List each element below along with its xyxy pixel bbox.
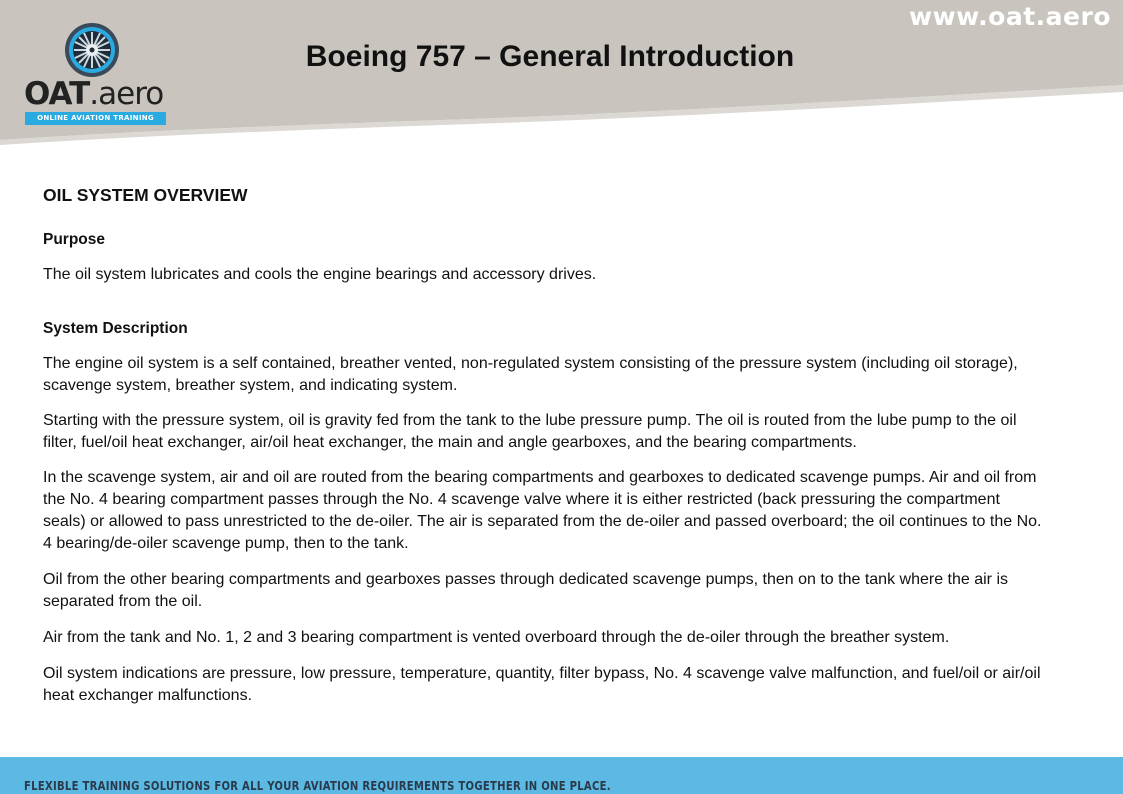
- purpose-text: The oil system lubricates and cools the engine bearings and accessory drives.: [43, 266, 597, 283]
- site-url[interactable]: www.oat.aero: [908, 2, 1111, 31]
- paragraph: Oil system indications are pressure, low pressure, temperature, quantity, filter bypass, No. 4 scavenge valve malfunction, and fuel/oil or air/oil heat exchanger malfunctions.: [43, 665, 1041, 704]
- paragraph: Oil from the other bearing compartments and gearboxes passes through dedicated scavenge pumps, then on to the tank where the air is separated from the oil.: [43, 571, 1009, 610]
- paragraph: Starting with the pressure system, oil is gravity fed from the tank to the lube pressure pump. The oil is routed from the lube pump to the oil filter, fuel/oil heat exchanger, air/oil heat exchanger, the main and angle gearboxes, and the bearing compartments.: [43, 412, 1017, 451]
- logo-wordmark: OAT.aero: [24, 76, 164, 112]
- oat-aero-logo[interactable]: [22, 22, 168, 130]
- paragraph: Air from the tank and No. 1, 2 and 3 bearing compartment is vented overboard through the de-oiler through the breather system.: [43, 629, 950, 646]
- document-body: [43, 180, 1043, 707]
- paragraph: The engine oil system is a self contained, breather vented, non-regulated system consisting of the pressure system (including oil storage), scavenge system, breather system, and indicating system.: [43, 355, 1018, 394]
- page-title: Boeing 757 – General Introduction: [305, 40, 795, 73]
- logo-tagline: ONLINE AVIATION TRAINING: [25, 112, 166, 125]
- paragraph: In the scavenge system, air and oil are routed from the bearing compartments and gearboxes to dedicated scavenge pumps. Air and oil from the No. 4 bearing compartment passes through the No. 4 scavenge valve where it is either restricted (back pressuring the compartment seals) or allowed to pass unrestricted to the de-oiler. The air is separated from the de-oiler and passed overboard; the oil continues to the No. 4 bearing/de-oiler scavenge pump, then to the tank.: [43, 469, 1042, 552]
- footer-slogan: FLEXIBLE TRAINING SOLUTIONS FOR ALL YOUR AVIATION REQUIREMENTS TOGETHER IN ONE PLACE.: [24, 779, 611, 793]
- description-heading: System Description: [43, 320, 188, 337]
- section-title: OIL SYSTEM OVERVIEW: [43, 185, 248, 205]
- purpose-heading: Purpose: [43, 231, 106, 248]
- footer-bar: [0, 757, 1123, 794]
